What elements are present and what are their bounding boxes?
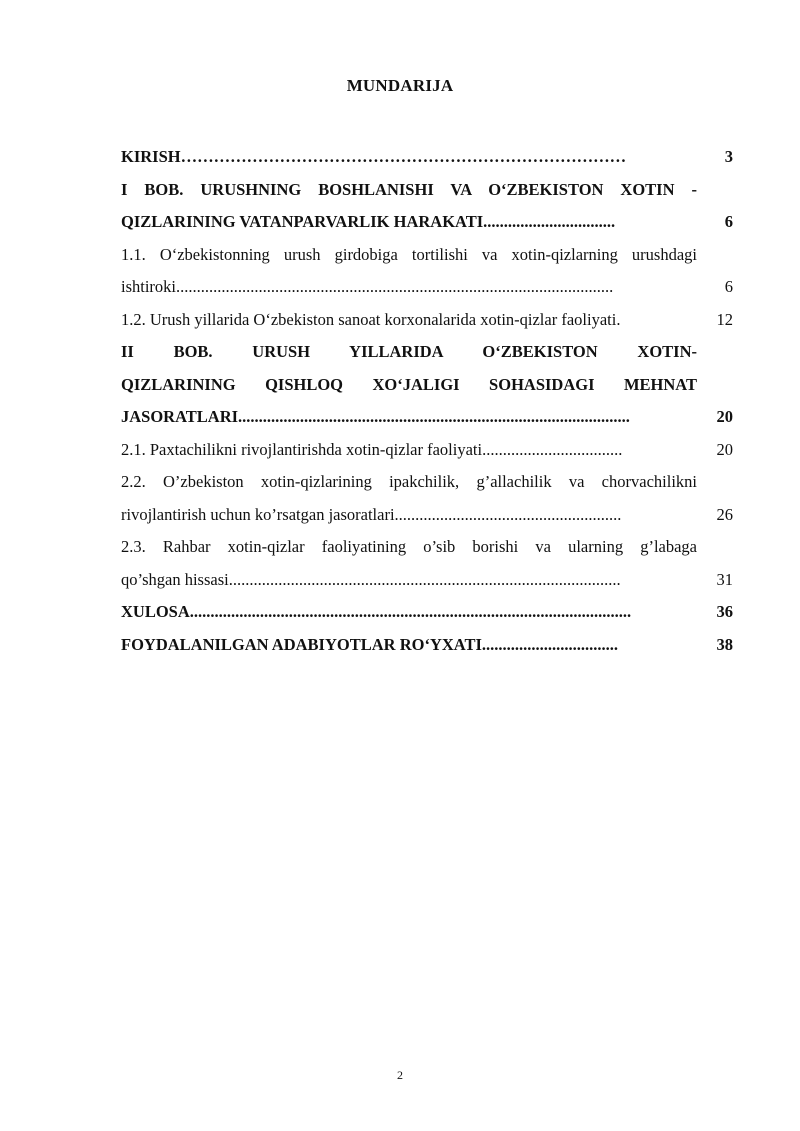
toc-entry-line: XULOSA........................................................................................................... — [121, 602, 632, 621]
toc-entry-page: 38 — [716, 634, 733, 654]
toc-entry-line: 2.3. Rahbar xotin-qizlar faoliyatining o’sib borishi va ularning g’labaga — [121, 537, 697, 556]
toc-entry-line: JASORATLARI............................................................................................... — [121, 407, 630, 426]
toc-entry-page: 12 — [716, 309, 733, 329]
page-title: MUNDARIJA — [346, 76, 454, 95]
toc-entry-title — [121, 336, 697, 434]
toc-entry-line: ishtiroki.......................................................................................................... — [121, 277, 614, 296]
toc-entry[interactable] — [121, 239, 733, 304]
toc-entry-title — [121, 239, 697, 304]
toc-entry-title — [121, 531, 697, 596]
toc-entry[interactable] — [121, 596, 733, 629]
toc-entry-title — [121, 629, 697, 662]
toc-entry-page: 26 — [716, 504, 733, 524]
toc-entry-page: 3 — [724, 147, 733, 166]
toc-entry-line: KIRISH……………………………………………………………………… — [121, 147, 627, 166]
toc-entry[interactable] — [121, 336, 733, 434]
toc-entry[interactable] — [121, 304, 733, 337]
toc-entry[interactable] — [121, 466, 733, 531]
page-number: 2 — [397, 1068, 403, 1082]
toc-entry[interactable] — [121, 434, 733, 467]
toc-entry[interactable] — [121, 174, 733, 239]
toc-entry-line: 1.1. O‘zbekistonning urush girdobiga tortilishi va xotin-qizlarning urushdagi — [121, 244, 697, 264]
toc-entry-line: rivojlantirish uchun ko’rsatgan jasoratlari....................................................... — [121, 504, 622, 524]
toc-entry[interactable] — [121, 531, 733, 596]
toc-entry-line: 1.2. Urush yillarida O‘zbekiston sanoat korxonalarida xotin-qizlar faoliyati. — [121, 309, 621, 329]
toc-entry-line: I BOB. URUSHNING BOSHLANISHI VA O‘ZBEKISTON XOTIN - — [121, 179, 697, 199]
toc-entry-line: 2.2. O’zbekiston xotin-qizlarining ipakchilik, g’allachilik va chorvachilikni — [121, 472, 697, 491]
toc-entry-line: II BOB. URUSH YILLARIDA O‘ZBEKISTON XOTIN- — [121, 342, 697, 361]
toc-entry-line: QIZLARINING VATANPARVARLIK HARAKATI................................ — [121, 212, 616, 231]
toc-entry-page: 6 — [724, 212, 733, 231]
toc-entry-title — [121, 466, 697, 531]
toc-entry-title — [121, 141, 697, 174]
table-of-contents — [121, 141, 733, 661]
toc-entry[interactable] — [121, 141, 733, 174]
toc-entry-line: QIZLARINING QISHLOQ XO‘JALIGI SOHASIDAGI MEHNAT — [121, 374, 697, 394]
toc-entry-page: 31 — [716, 569, 733, 589]
toc-entry-line: FOYDALANILGAN ADABIYOTLAR RO‘YXATI................................. — [121, 634, 619, 654]
toc-entry[interactable] — [121, 629, 733, 662]
toc-entry-page: 20 — [716, 407, 733, 426]
toc-entry-page: 20 — [716, 439, 733, 459]
toc-entry-line: 2.1. Paxtachilikni rivojlantirishda xotin-qizlar faoliyati.................................. — [121, 439, 623, 459]
toc-entry-title — [121, 174, 697, 239]
toc-entry-title — [121, 304, 697, 337]
toc-entry-title — [121, 434, 697, 467]
toc-entry-title — [121, 596, 697, 629]
toc-entry-page: 36 — [716, 602, 733, 621]
toc-entry-line: qo’shgan hissasi............................................................................................... — [121, 569, 621, 589]
toc-entry-page: 6 — [724, 277, 733, 296]
